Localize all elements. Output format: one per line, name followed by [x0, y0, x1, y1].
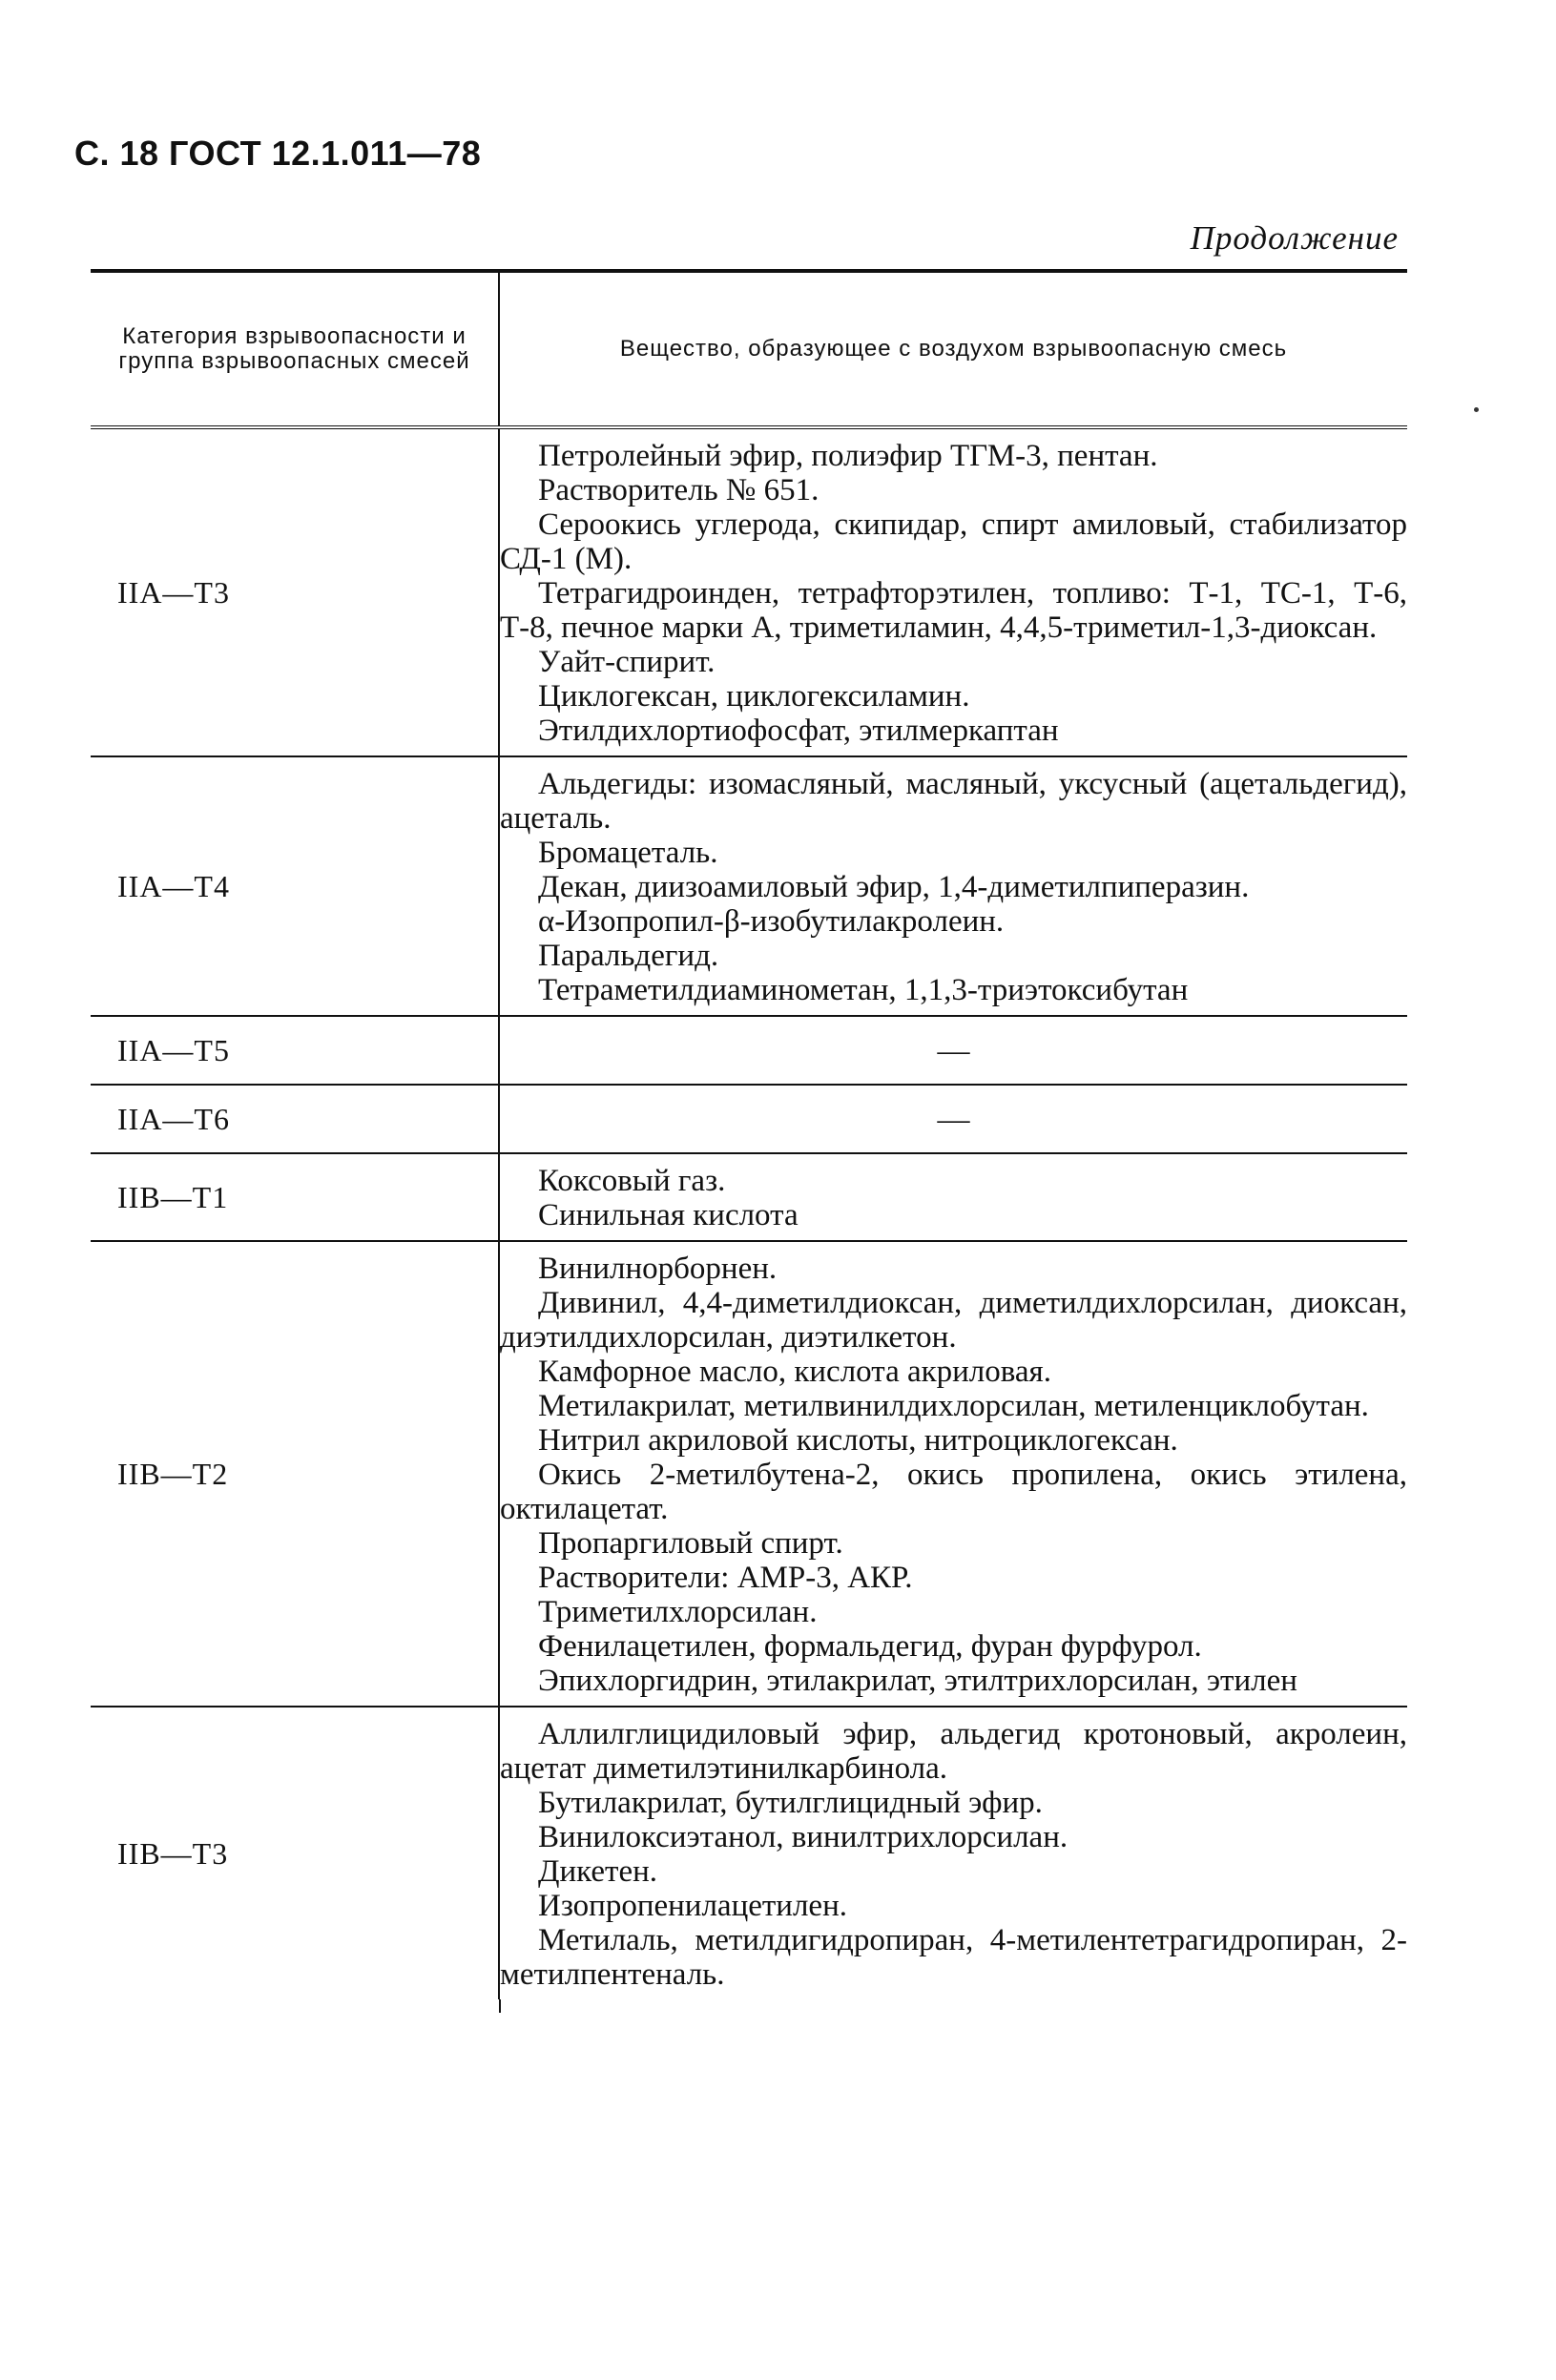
- table-row: [91, 1241, 1407, 1707]
- table-row: [91, 1016, 1407, 1085]
- category-cell: IIB—T3: [91, 1707, 499, 1999]
- col1-header: Категория взрывоопасности и группа взрывоопасных смесей: [91, 271, 499, 427]
- substance-line: Сероокись углерода, скипидар, спирт амиловый, стабилизатор СД-1 (М).: [500, 507, 1407, 576]
- substance-line: Паральдегид.: [538, 939, 719, 973]
- substance-line: Растворитель № 651.: [538, 473, 819, 507]
- scan-speck: [1474, 407, 1479, 412]
- category-cell: IIA—T4: [91, 756, 499, 1016]
- substances-cell: [499, 756, 1407, 1016]
- substance-line: Растворители: АМР-3, АКР.: [538, 1561, 913, 1595]
- substance-line: Винилнорборнен.: [538, 1252, 778, 1286]
- substance-line: Пропаргиловый спирт.: [538, 1526, 843, 1561]
- substance-line: Фенилацетилен, формальдегид, фуран фурфурол.: [538, 1629, 1202, 1664]
- table-row: [91, 756, 1407, 1016]
- table-row: [91, 1707, 1407, 1999]
- substances-cell: [499, 1153, 1407, 1241]
- substance-line: Коксовый газ.: [538, 1164, 726, 1198]
- substance-line: α-Изопропил-β-изобутилакролеин.: [538, 904, 1005, 939]
- empty-dash: —: [937, 1102, 970, 1137]
- table-header-row: [91, 271, 1407, 427]
- substance-line: Бромацеталь.: [538, 836, 718, 870]
- substance-line: Камфорное масло, кислота акриловая.: [538, 1355, 1051, 1389]
- substance-line: Бутилакрилат, бутилглицидный эфир.: [538, 1786, 1043, 1820]
- table-row: [91, 427, 1407, 756]
- substance-line: Циклогексан, циклогексиламин.: [538, 679, 970, 714]
- substance-line: Тетрагидроинден, тетрафторэтилен, топливо: Т-1, ТС-1, Т-6, Т-8, печное марки А, триметиламин, 4,4,5-триметил-1,3-диоксан.: [500, 576, 1407, 645]
- substance-line: Альдегиды: изомасляный, масляный, уксусный (ацетальдегид), ацеталь.: [500, 767, 1407, 836]
- substance-line: Нитрил акриловой кислоты, нитроциклогексан.: [538, 1423, 1178, 1458]
- substance-line: Декан, диизоамиловый эфир, 1,4-диметилпиперазин.: [538, 870, 1250, 904]
- category-cell: IIA—T3: [91, 427, 499, 756]
- table-row: [91, 1085, 1407, 1153]
- table-continuation-rule: [91, 1999, 501, 2013]
- substance-line: Уайт-спирит.: [538, 645, 716, 679]
- category-table: [91, 269, 1407, 1999]
- substance-line: Этилдихлортиофосфат, этилмеркаптан: [538, 714, 1059, 748]
- substances-table: [91, 269, 1407, 2013]
- substances-cell: [499, 427, 1407, 756]
- substance-line: Винилоксиэтанол, винилтрихлорсилан.: [538, 1820, 1068, 1854]
- substance-line: Метилакрилат, метилвинилдихлорсилан, метиленциклобутан.: [538, 1389, 1369, 1423]
- substance-line: Окись 2-метилбутена-2, окись пропилена, окись этилена, октилацетат.: [500, 1458, 1407, 1526]
- category-cell: IIA—T6: [91, 1085, 499, 1153]
- substance-line: Тетраметилдиаминометан, 1,1,3-триэтоксибутан: [538, 973, 1189, 1007]
- substance-line: Синильная кислота: [538, 1198, 799, 1232]
- substance-line: Метилаль, метилдигидропиран, 4-метилентетрагидропиран, 2-метилпентеналь.: [500, 1923, 1407, 1992]
- page-header: С. 18 ГОСТ 12.1.011—78: [74, 134, 482, 173]
- substances-cell: [499, 1241, 1407, 1707]
- table-row: [91, 1153, 1407, 1241]
- continuation-label: Продолжение: [1190, 219, 1399, 257]
- substance-line: Дикетен.: [538, 1854, 658, 1889]
- substances-cell: [499, 1707, 1407, 1999]
- category-cell: IIA—T5: [91, 1016, 499, 1085]
- substance-line: Изопропенилацетилен.: [538, 1889, 847, 1923]
- substance-line: Триметилхлорсилан.: [538, 1595, 818, 1629]
- substances-cell: [499, 1016, 1407, 1085]
- substance-line: Эпихлоргидрин, этилакрилат, этилтрихлорсилан, этилен: [538, 1664, 1297, 1698]
- category-cell: IIB—T1: [91, 1153, 499, 1241]
- table-body: [91, 427, 1407, 1999]
- substance-line: Петролейный эфир, полиэфир ТГМ-3, пентан.: [538, 439, 1158, 473]
- substance-line: Аллилглицидиловый эфир, альдегид кротоновый, акролеин, ацетат диметилэтинилкарбинола.: [500, 1717, 1407, 1786]
- substance-line: Дивинил, 4,4-диметилдиоксан, диметилдихлорсилан, диоксан, диэтилдихлорсилан, диэтилкетон.: [500, 1286, 1407, 1355]
- category-cell: IIB—T2: [91, 1241, 499, 1707]
- empty-dash: —: [937, 1033, 970, 1068]
- col2-header: Вещество, образующее с воздухом взрывоопасную смесь: [499, 271, 1407, 427]
- substances-cell: [499, 1085, 1407, 1153]
